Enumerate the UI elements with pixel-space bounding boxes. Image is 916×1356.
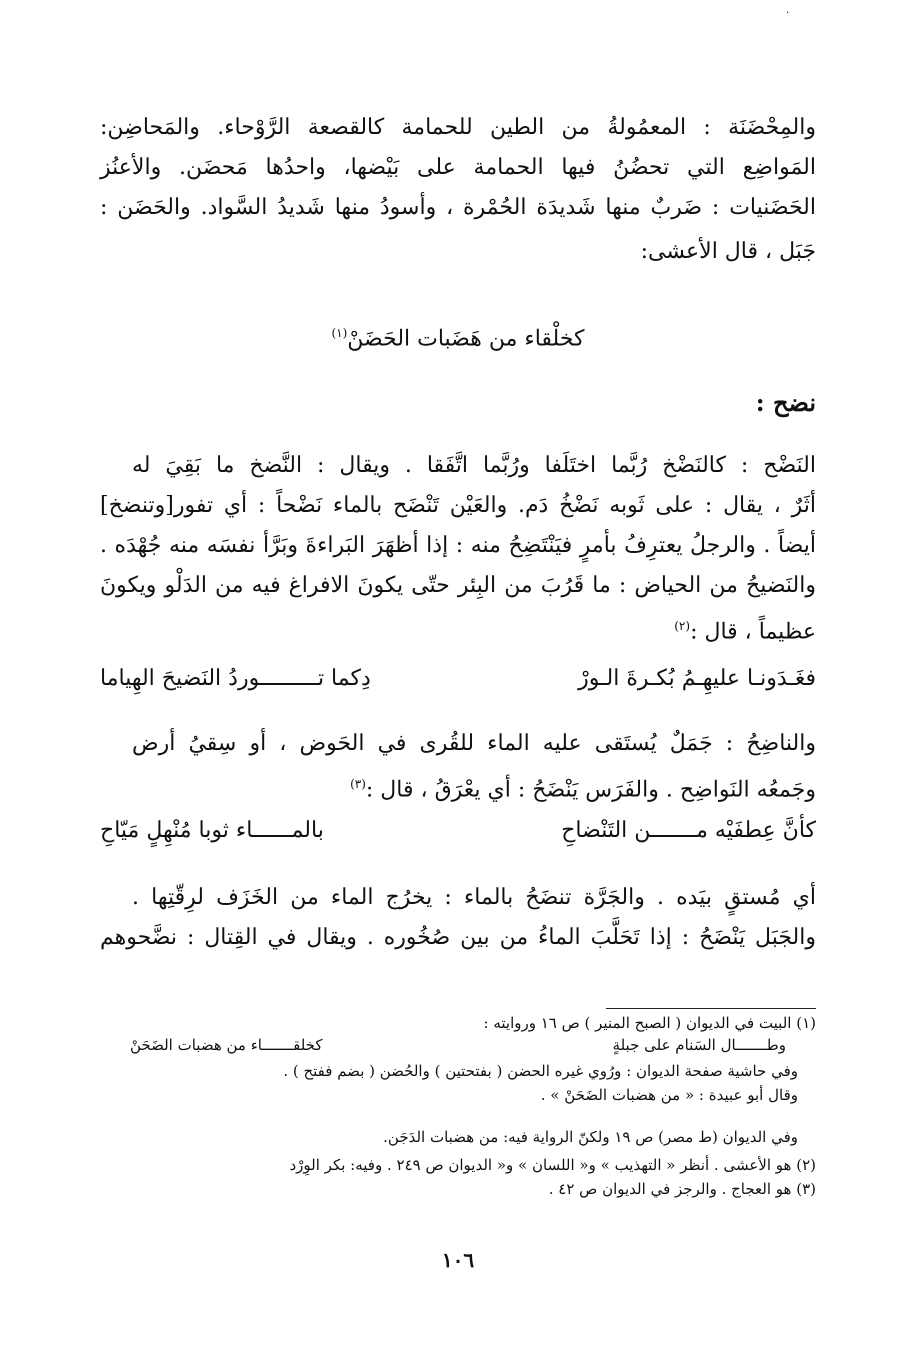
entry-heading: نضح : [755,388,816,417]
footnote-1-verse [130,1036,786,1054]
footnote-3: (٣) هو العجاج . والرجز في الديوان ص ٤٢ . [548,1180,816,1198]
footnote-ref-2: (٢) [674,619,691,633]
para1-line-1: والمِحْضَنَة : المعمُولةُ من الطين للحمامة كالقصعة الرَّوْحاء. والمَحاضِن: [100,115,816,140]
para4-line-2: والجَبَل يَنْضَحُ : إذا تَحَلَّبَ الماءُ من بين صُخُوره . ويقال في القِتال : نضَّحوهم [100,925,816,950]
para2-line-2: أثَرٌ ، يقال : على ثَوبه نَضْخُ دَم. والعَيْن تَنْضَح بالماء نَضْحاً : أي تفور[وتنضخ] [100,493,816,518]
verse-2-right: فغَـدَونـا عليهِـمُ بُكـرةَ الـورْ [578,666,816,691]
verse-1 [0,326,916,351]
para1-line-3: الحَضَنيات : ضَربٌ منها شَديدَة الحُمْرة ، وأسودُ منها شَديدُ السَّواد. والحَضَن : [100,195,816,220]
verse-2-left: دِكما تـــــــــوردُ النَضيحَ الهِياما [100,666,371,691]
footnote-separator [606,1008,816,1009]
verse-3 [100,818,816,843]
footnote-2: (٢) هو الأعشى . أنظر « التهذيب » و« اللسان » و« الديوان ص ٢٤٩ . وفيه: بكر الوِرْد [289,1156,816,1174]
footnote-ref-1: (١) [331,326,348,340]
para2-line-5-text: عظيماً ، قال : [690,619,816,645]
para1-line-4: جَبَل ، قال الأعشى: [640,239,816,264]
footnote-1-verse-left: كخلقـــــــاء من هضبات الضَحَنْ [130,1036,323,1054]
para2-line-5 [100,606,816,652]
footnote-1-verse-right: وطـــــــال السَنام على جبلةٍ [612,1036,786,1054]
para1-line-2: المَواضِع التي تحضُنُ فيها الحمامة على بَيْضها، واحدُها مَحضَن. والأعنُز [100,155,816,180]
verse-1-text: كخلْقاء من هَضَبات الحَضَنْ [347,326,585,352]
footnote-1-line-5: وفي الديوان (ط مصر) ص ١٩ ولكنّ الرواية فيه: من هضبات الدَجَن. [383,1128,798,1146]
para2-line-1: النَضْح : كالنَضْخ رُبَّما اختَلَفا ورُبَّما اتَّفَقا . ويقال : النَّضخ ما بَقِيَ له [132,453,816,478]
para3-line-2-text: وجَمعُه النَواضِح . والفَرَس يَنْضَحُ : أي يعْرَقُ ، قال : [365,777,816,803]
footnote-1-line-4: وقال أبو عبيدة : « من هضبات الضَحَنْ » . [540,1086,798,1104]
page-mark: · [786,8,790,19]
para2-line-3: أيضاً . والرجلُ يعترِفُ بأمرٍ فيَنْتَضِحُ منه : إذا أظهَرَ البَراءةَ وبَرَّأ نفسَه منه جُهْدَه . [100,533,816,558]
para3-line-2 [100,764,816,810]
para2-line-4: والنَضيحُ من الحياض : ما قَرُبَ من البِئر حتّى يكونَ الافراغ فيه من الدَلْو ويكونَ [100,573,816,598]
verse-3-left: بالمــــــاء ثوبا مُنْهِلٍ مَيّاحِ [100,818,324,843]
footnote-ref-3: (٣) [350,777,366,791]
page-number: ١٠٦ [441,1248,475,1272]
para3-line-1: والناضِحُ : جَمَلٌ يُستَقى عليه الماء للقُرى في الحَوض ، أو سِقيُ أرض [132,731,816,756]
verse-3-right: كأنَّ عِطفَيْه مـــــــن التَنْضاحِ [561,818,816,843]
verse-2 [100,666,816,691]
para4-line-1: أي مُستقٍ بيَده . والجَرَّة تنضَحُ بالماء : يخرُج الماء من الخَزَف لرِقّتِها . [132,885,816,910]
footnote-1-line-1: (١) البيت في الديوان ( الصبح المنير ) ص ١٦ وروايته : [483,1014,816,1032]
footnote-1-line-3: وفي حاشية صفحة الديوان : ورُوي غيره الحضن ( بفتحتين ) والحُضن ( بضم ففتح ) . [283,1062,798,1080]
